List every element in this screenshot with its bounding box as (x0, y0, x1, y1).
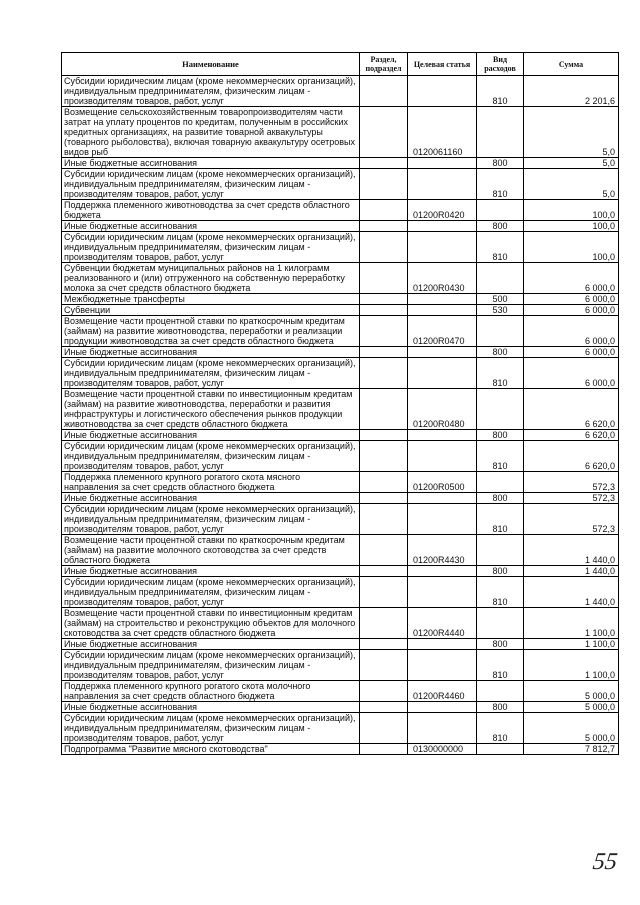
cell-section (360, 493, 408, 504)
cell-target (408, 158, 477, 169)
cell-section (360, 294, 408, 305)
table-row (62, 263, 619, 294)
cell-section (360, 358, 408, 389)
cell-amount: 7 812,7 (524, 744, 619, 755)
table-row (62, 681, 619, 702)
table-row (62, 441, 619, 472)
cell-name: Субсидии юридическим лицам (кроме некоммерческих организаций), индивидуальным предпринимателям, физическим лицам - производителям товаров, работ, услуг (62, 713, 360, 744)
cell-expense-type: 800 (477, 702, 524, 713)
table-row (62, 608, 619, 639)
cell-amount: 6 620,0 (524, 430, 619, 441)
table-row (62, 504, 619, 535)
table-row (62, 566, 619, 577)
table-row (62, 535, 619, 566)
cell-name: Субсидии юридическим лицам (кроме некоммерческих организаций), индивидуальным предпринимателям, физическим лицам - производителям товаров, работ, услуг (62, 358, 360, 389)
cell-target (408, 639, 477, 650)
cell-expense-type (477, 681, 524, 702)
table-row (62, 107, 619, 158)
cell-target: 01200R4460 (408, 681, 477, 702)
cell-section (360, 566, 408, 577)
cell-section (360, 744, 408, 755)
cell-target (408, 504, 477, 535)
cell-amount: 1 100,0 (524, 650, 619, 681)
cell-name: Поддержка племенного животноводства за счет средств областного бюджета (62, 200, 360, 221)
cell-section (360, 702, 408, 713)
cell-amount: 572,3 (524, 493, 619, 504)
header-target: Целевая статья (408, 53, 477, 76)
table-row (62, 294, 619, 305)
cell-target (408, 305, 477, 316)
cell-section (360, 639, 408, 650)
cell-expense-type (477, 316, 524, 347)
page-number: 55 (591, 849, 619, 875)
header-name: Наименование (62, 53, 360, 76)
cell-target (408, 713, 477, 744)
cell-name: Субсидии юридическим лицам (кроме некоммерческих организаций), индивидуальным предпринимателям, физическим лицам - производителям товаров, работ, услуг (62, 169, 360, 200)
cell-amount: 5,0 (524, 169, 619, 200)
cell-amount: 6 000,0 (524, 358, 619, 389)
cell-name: Иные бюджетные ассигнования (62, 639, 360, 650)
cell-expense-type (477, 107, 524, 158)
cell-section (360, 608, 408, 639)
cell-target: 01200R0500 (408, 472, 477, 493)
cell-name: Субсидии юридическим лицам (кроме некоммерческих организаций), индивидуальным предпринимателям, физическим лицам - производителям товаров, работ, услуг (62, 76, 360, 107)
cell-expense-type: 810 (477, 358, 524, 389)
cell-amount: 6 000,0 (524, 305, 619, 316)
table-row (62, 316, 619, 347)
cell-name: Иные бюджетные ассигнования (62, 347, 360, 358)
cell-expense-type (477, 744, 524, 755)
cell-target: 01200R4430 (408, 535, 477, 566)
table-row (62, 358, 619, 389)
cell-expense-type: 810 (477, 713, 524, 744)
cell-name: Субсидии юридическим лицам (кроме некоммерческих организаций), индивидуальным предпринимателям, физическим лицам - производителям товаров, работ, услуг (62, 577, 360, 608)
cell-name: Межбюджетные трансферты (62, 294, 360, 305)
cell-name: Иные бюджетные ассигнования (62, 430, 360, 441)
cell-section (360, 158, 408, 169)
cell-name: Субвенции (62, 305, 360, 316)
table-row (62, 639, 619, 650)
cell-expense-type: 800 (477, 158, 524, 169)
table-body (62, 76, 619, 755)
cell-name: Субсидии юридическим лицам (кроме некоммерческих организаций), индивидуальным предпринимателям, физическим лицам - производителям товаров, работ, услуг (62, 232, 360, 263)
cell-section (360, 221, 408, 232)
table-row (62, 347, 619, 358)
table-row (62, 713, 619, 744)
table-row (62, 305, 619, 316)
cell-name: Возмещение части процентной ставки по краткосрочным кредитам (займам) на развитие молочного скотоводства за счет средств областного бюджета (62, 535, 360, 566)
cell-target (408, 441, 477, 472)
cell-target (408, 347, 477, 358)
cell-target: 0130000000 (408, 744, 477, 755)
cell-expense-type: 810 (477, 650, 524, 681)
cell-amount: 1 440,0 (524, 566, 619, 577)
cell-section (360, 681, 408, 702)
cell-section (360, 200, 408, 221)
cell-section (360, 76, 408, 107)
table-row (62, 76, 619, 107)
cell-amount: 6 620,0 (524, 389, 619, 430)
cell-expense-type: 810 (477, 504, 524, 535)
cell-target (408, 169, 477, 200)
cell-name: Возмещение части процентной ставки по краткосрочным кредитам (займам) на развитие животноводства, переработки и реализации продукции животноводства за счет средств областного бюджета (62, 316, 360, 347)
cell-name: Поддержка племенного крупного рогатого скота мясного направления за счет средств областного бюджета (62, 472, 360, 493)
cell-target (408, 76, 477, 107)
header-amount: Сумма (524, 53, 619, 76)
table-row (62, 430, 619, 441)
cell-amount: 572,3 (524, 504, 619, 535)
table-row (62, 472, 619, 493)
cell-expense-type: 810 (477, 232, 524, 263)
header-section: Раздел, подраздел (360, 53, 408, 76)
table-row (62, 169, 619, 200)
cell-amount: 100,0 (524, 200, 619, 221)
cell-target (408, 430, 477, 441)
budget-table (61, 52, 619, 755)
header-expense-type: Вид расходов (477, 53, 524, 76)
cell-expense-type: 810 (477, 441, 524, 472)
cell-target: 01200R0420 (408, 200, 477, 221)
table-row (62, 389, 619, 430)
cell-section (360, 441, 408, 472)
table-row (62, 577, 619, 608)
cell-target: 0120061160 (408, 107, 477, 158)
cell-section (360, 535, 408, 566)
table-row (62, 702, 619, 713)
cell-target (408, 493, 477, 504)
cell-target (408, 577, 477, 608)
cell-expense-type (477, 535, 524, 566)
cell-expense-type: 500 (477, 294, 524, 305)
cell-amount: 6 000,0 (524, 263, 619, 294)
cell-expense-type: 800 (477, 493, 524, 504)
cell-target (408, 232, 477, 263)
cell-section (360, 316, 408, 347)
cell-amount: 1 440,0 (524, 577, 619, 608)
table-row (62, 232, 619, 263)
cell-target (408, 294, 477, 305)
cell-name: Подпрограмма "Развитие мясного скотоводства" (62, 744, 360, 755)
table-row (62, 158, 619, 169)
cell-expense-type: 800 (477, 430, 524, 441)
cell-section (360, 347, 408, 358)
cell-amount: 100,0 (524, 232, 619, 263)
cell-target (408, 650, 477, 681)
cell-expense-type (477, 389, 524, 430)
cell-target (408, 221, 477, 232)
cell-name: Иные бюджетные ассигнования (62, 702, 360, 713)
cell-expense-type: 810 (477, 577, 524, 608)
cell-amount: 572,3 (524, 472, 619, 493)
cell-section (360, 263, 408, 294)
cell-name: Иные бюджетные ассигнования (62, 493, 360, 504)
cell-name: Возмещение части процентной ставки по инвестиционным кредитам (займам) на развитие животноводства, переработки и развития инфраструктуры и логистического обеспечения рынков продукции животноводства за счет средств областного бюджета (62, 389, 360, 430)
cell-amount: 5,0 (524, 107, 619, 158)
cell-target: 01200R0470 (408, 316, 477, 347)
cell-expense-type (477, 200, 524, 221)
cell-expense-type: 810 (477, 169, 524, 200)
cell-section (360, 713, 408, 744)
cell-section (360, 472, 408, 493)
cell-amount: 6 000,0 (524, 347, 619, 358)
cell-expense-type: 800 (477, 566, 524, 577)
cell-amount: 1 100,0 (524, 639, 619, 650)
cell-target (408, 358, 477, 389)
cell-amount: 5,0 (524, 158, 619, 169)
table-row (62, 221, 619, 232)
cell-amount: 5 000,0 (524, 713, 619, 744)
table-header-row (62, 53, 619, 76)
cell-target (408, 702, 477, 713)
cell-name: Иные бюджетные ассигнования (62, 566, 360, 577)
cell-amount: 100,0 (524, 221, 619, 232)
cell-expense-type (477, 608, 524, 639)
cell-section (360, 305, 408, 316)
cell-amount: 5 000,0 (524, 702, 619, 713)
cell-name: Поддержка племенного крупного рогатого скота молочного направления за счет средств областного бюджета (62, 681, 360, 702)
table-row (62, 744, 619, 755)
cell-name: Субсидии юридическим лицам (кроме некоммерческих организаций), индивидуальным предпринимателям, физическим лицам - производителям товаров, работ, услуг (62, 504, 360, 535)
cell-expense-type (477, 472, 524, 493)
cell-section (360, 232, 408, 263)
cell-amount: 2 201,6 (524, 76, 619, 107)
table-row (62, 650, 619, 681)
cell-target: 01200R4440 (408, 608, 477, 639)
cell-target: 01200R0480 (408, 389, 477, 430)
cell-expense-type: 530 (477, 305, 524, 316)
cell-name: Субсидии юридическим лицам (кроме некоммерческих организаций), индивидуальным предпринимателям, физическим лицам - производителям товаров, работ, услуг (62, 650, 360, 681)
cell-section (360, 389, 408, 430)
cell-section (360, 504, 408, 535)
cell-name: Субвенции бюджетам муниципальных районов на 1 килограмм реализованного и (или) отгруженного на собственную переработку молока за счет средств областного бюджета (62, 263, 360, 294)
cell-section (360, 107, 408, 158)
cell-section (360, 430, 408, 441)
cell-expense-type: 800 (477, 221, 524, 232)
cell-section (360, 650, 408, 681)
cell-name: Возмещение части процентной ставки по инвестиционным кредитам (займам) на строительство и реконструкцию объектов для молочного скотоводства за счет средств областного бюджета (62, 608, 360, 639)
table-row (62, 493, 619, 504)
cell-name: Иные бюджетные ассигнования (62, 158, 360, 169)
cell-section (360, 169, 408, 200)
cell-expense-type: 800 (477, 639, 524, 650)
cell-amount: 5 000,0 (524, 681, 619, 702)
cell-expense-type: 810 (477, 76, 524, 107)
cell-expense-type: 800 (477, 347, 524, 358)
cell-amount: 6 620,0 (524, 441, 619, 472)
cell-name: Иные бюджетные ассигнования (62, 221, 360, 232)
cell-expense-type (477, 263, 524, 294)
cell-amount: 6 000,0 (524, 294, 619, 305)
table-row (62, 200, 619, 221)
cell-name: Субсидии юридическим лицам (кроме некоммерческих организаций), индивидуальным предпринимателям, физическим лицам - производителям товаров, работ, услуг (62, 441, 360, 472)
cell-target: 01200R0430 (408, 263, 477, 294)
cell-amount: 6 000,0 (524, 316, 619, 347)
cell-amount: 1 100,0 (524, 608, 619, 639)
cell-section (360, 577, 408, 608)
cell-amount: 1 440,0 (524, 535, 619, 566)
cell-name: Возмещение сельскохозяйственным товаропроизводителям части затрат на уплату процентов по кредитам, полученным в российских кредитных организациях, на развитие товарной аквакультуры (товарного рыболовства), включая товарную аквакультуру осетровых видов рыб (62, 107, 360, 158)
cell-target (408, 566, 477, 577)
